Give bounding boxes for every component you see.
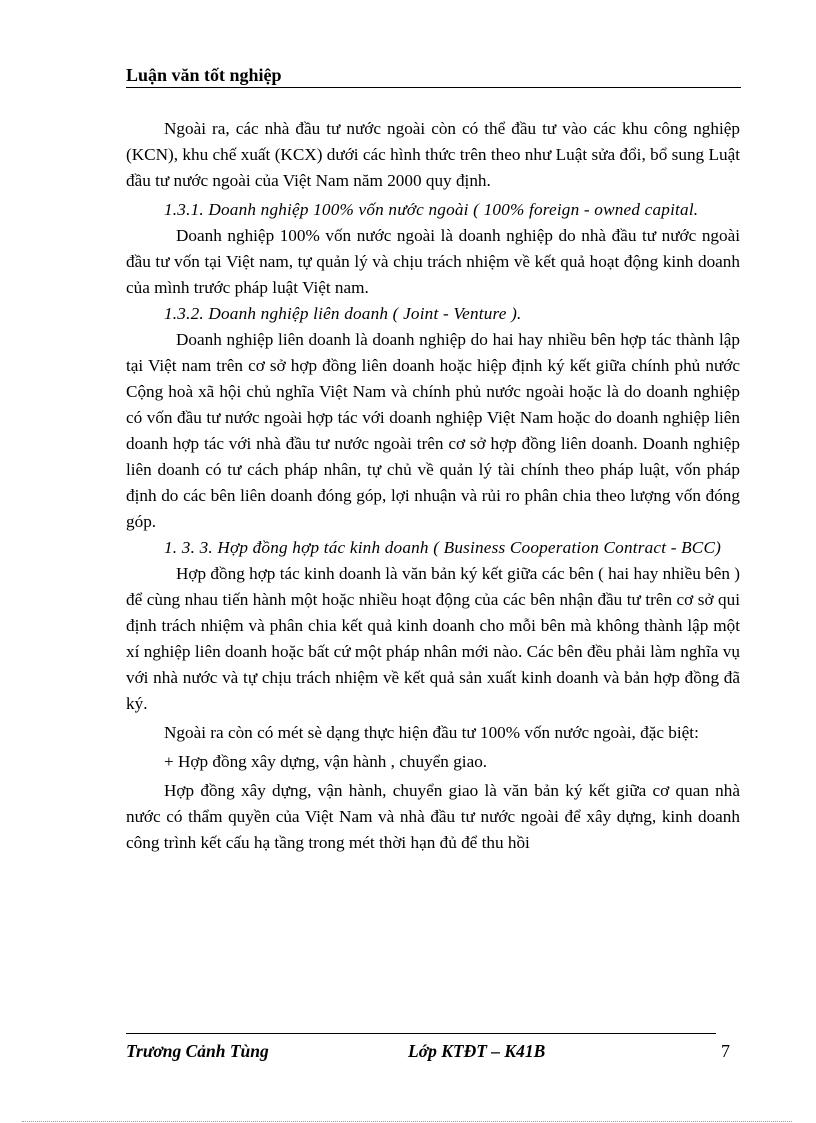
paragraph-other-forms: Ngoài ra còn có mét sè dạng thực hiện đầu tư 100% vốn nước ngoài, đặc biệt: [164, 723, 699, 742]
paragraph-bcc: Hợp đồng hợp tác kinh doanh là văn bản ký kết giữa các bên ( hai hay nhiều bên ) để cùng nhau tiến hành một hoặc nhiều hoạt động của các bên nhận đầu tư trên cơ sở qui định trách nhiệm và phân chia kết quả kinh doanh cho mỗi bên mà không thành lập một xí nghiệp liên doanh hoặc bất cứ một pháp nhân mới nào. Các bên đều phải làm nghĩa vụ với nhà nước và tự chịu trách nhiệm về kết quả sản xuất kinh doanh và bản hợp đồng đã ký. [126, 564, 740, 713]
footer-divider [126, 1033, 716, 1034]
paragraph-intro: Ngoài ra, các nhà đầu tư nước ngoài còn có thể đầu tư vào các khu công nghiệp (KCN), khu chế xuất (KCX) dưới các hình thức trên theo như Luật sửa đổi, bổ sung Luật đầu tư nước ngoài của Việt Nam năm 2000 quy định. [126, 119, 740, 190]
section-heading-1-3-2: 1.3.2. Doanh nghiệp liên doanh ( Joint - Venture ). [164, 304, 522, 323]
running-header-title: Luận văn tốt nghiệp [126, 65, 282, 85]
footer-author: Trương Cảnh Tùng [126, 1041, 269, 1061]
paragraph-joint-venture: Doanh nghiệp liên doanh là doanh nghiệp do hai hay nhiều bên hợp tác thành lập tại Việt nam trên cơ sở hợp đồng liên doanh hoặc hiệp định ký kết giữa chính phủ nước Cộng hoà xã hội chủ nghĩa Việt Nam và chính phủ nước ngoài hoặc là do doanh nghiệp có vốn đầu tư nước ngoài hợp tác với doanh nghiệp Việt Nam hoặc do doanh nghiệp liên doanh hợp tác với nhà đầu tư nước ngoài trên cơ sở hợp đồng liên doanh. Doanh nghiệp liên doanh có tư cách pháp nhân, tự chủ về quản lý tài chính theo pháp luật, vốn pháp định do các bên liên doanh đóng góp, lợi nhuận và rủi ro phân chia theo lượng vốn đóng góp. [126, 330, 740, 531]
header-divider [126, 87, 741, 88]
paragraph-bot-definition: Hợp đồng xây dựng, vận hành, chuyển giao là văn bản ký kết giữa cơ quan nhà nước có thẩm quyền của Việt Nam và nhà đầu tư nước ngoài để xây dựng, kinh doanh công trình kết cấu hạ tầng trong mét thời hạn đủ để thu hồi [126, 781, 740, 852]
document-body [126, 116, 740, 856]
page-bottom-dotted-border [22, 1121, 792, 1122]
section-heading-1-3-3: 1. 3. 3. Hợp đồng hợp tác kinh doanh ( Business Cooperation Contract - BCC) [164, 538, 722, 557]
section-heading-1-3-1: 1.3.1. Doanh nghiệp 100% vốn nước ngoài ( 100% foreign - owned capital. [164, 200, 699, 219]
list-item-bot: + Hợp đồng xây dựng, vận hành , chuyển giao. [164, 752, 488, 771]
paragraph-100-percent-foreign: Doanh nghiệp 100% vốn nước ngoài là doanh nghiệp do nhà đầu tư nước ngoài đầu tư vốn tại Việt nam, tự quản lý và chịu trách nhiệm về kết quả hoạt động kinh doanh của mình trước pháp luật Việt nam. [126, 226, 740, 297]
footer-class: Lớp KTĐT – K41B [408, 1041, 546, 1061]
page-number: 7 [721, 1041, 730, 1061]
